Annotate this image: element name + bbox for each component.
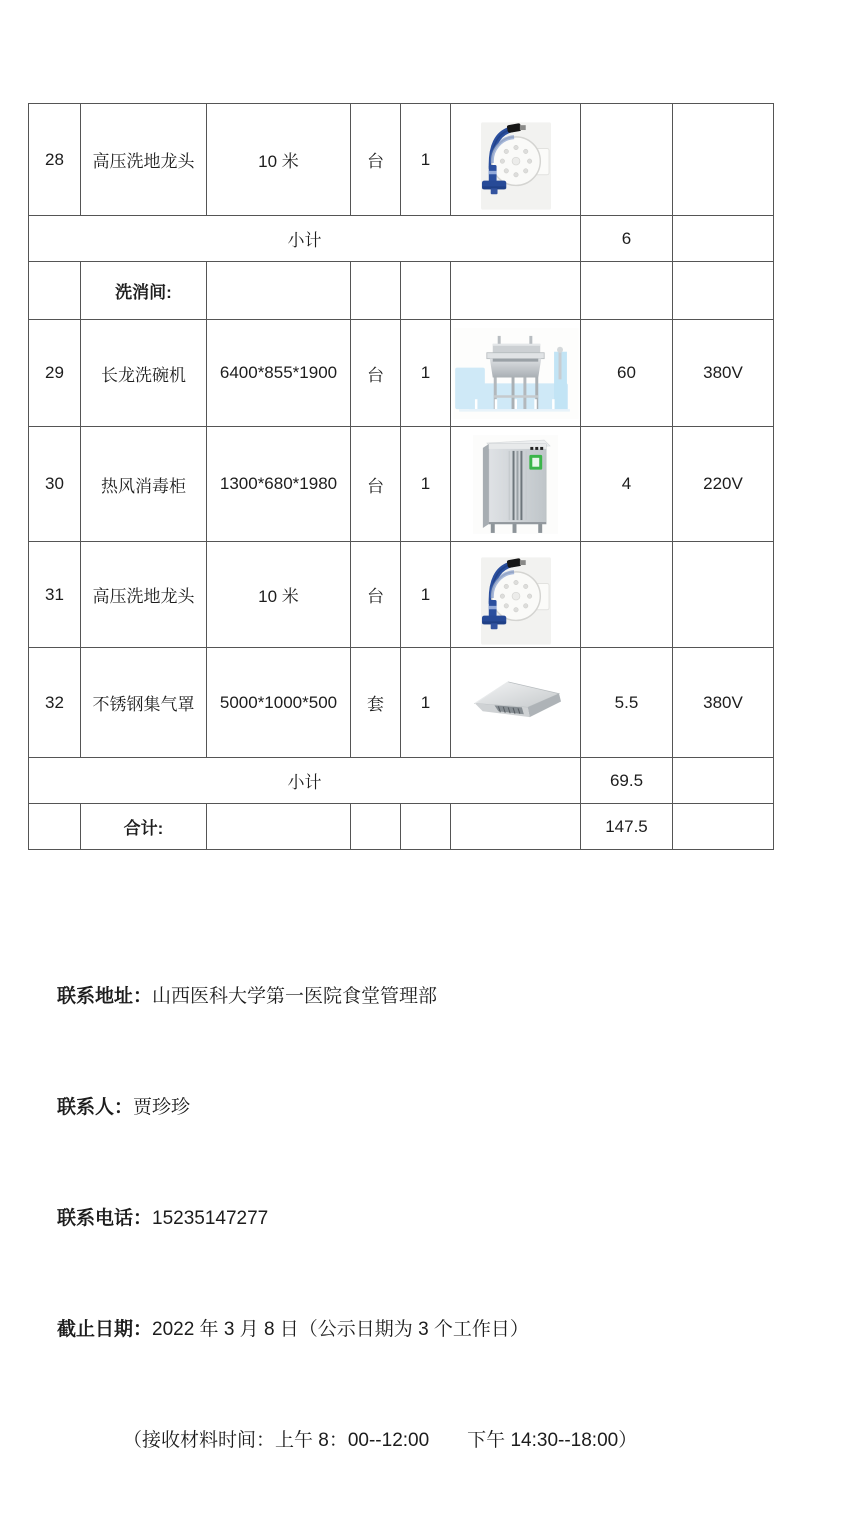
cell-seq: 28 bbox=[29, 104, 81, 216]
subtotal-voltage bbox=[673, 758, 774, 804]
cell-name: 不锈钢集气罩 bbox=[81, 648, 207, 758]
deadline-line bbox=[57, 1311, 637, 1348]
total-row bbox=[29, 804, 774, 850]
cell-name: 长龙洗碗机 bbox=[81, 320, 207, 427]
exhaust-hood-image bbox=[471, 677, 561, 724]
cell-seq: 32 bbox=[29, 648, 81, 758]
section-label: 洗消间: bbox=[81, 262, 207, 320]
cell-image bbox=[451, 804, 581, 850]
total-voltage bbox=[673, 804, 774, 850]
cell-voltage bbox=[673, 542, 774, 648]
cell-voltage bbox=[673, 104, 774, 216]
cell-qty: 1 bbox=[401, 104, 451, 216]
cell-voltage: 380V bbox=[673, 320, 774, 427]
cell-unit: 台 bbox=[351, 320, 401, 427]
table-row bbox=[29, 104, 774, 216]
cell-power: 5.5 bbox=[581, 648, 673, 758]
deadline-value: 2022 年 3 月 8 日（公示日期为 3 个工作日） bbox=[152, 1319, 529, 1340]
contact-person-label: 联系人： bbox=[57, 1097, 134, 1118]
cell-seq: 31 bbox=[29, 542, 81, 648]
subtotal-power: 69.5 bbox=[581, 758, 673, 804]
contact-address-label: 联系地址： bbox=[57, 986, 153, 1007]
cell-image bbox=[451, 262, 581, 320]
cell-voltage: 380V bbox=[673, 648, 774, 758]
hose-reel-image bbox=[451, 110, 580, 210]
cell-qty: 1 bbox=[401, 542, 451, 648]
hose-reel-image bbox=[451, 545, 580, 645]
receiving-hours-line bbox=[57, 1422, 637, 1459]
cell-seq: 29 bbox=[29, 320, 81, 427]
cell-image bbox=[451, 542, 581, 648]
contact-phone-line bbox=[57, 1200, 637, 1237]
cell-qty: 1 bbox=[401, 427, 451, 542]
receiving-hours-value: （接收材料时间：上午 8：00--12:00 下午 14:30--18:00） bbox=[123, 1430, 638, 1451]
contact-phone-label: 联系电话： bbox=[57, 1208, 153, 1229]
cell-unit: 台 bbox=[351, 427, 401, 542]
cell-unit bbox=[351, 804, 401, 850]
cell-unit: 台 bbox=[351, 542, 401, 648]
cell-voltage bbox=[673, 262, 774, 320]
disinfection-cabinet-image bbox=[451, 435, 580, 534]
cell-name: 高压洗地龙头 bbox=[81, 542, 207, 648]
contact-address-value: 山西医科大学第一医院食堂管理部 bbox=[152, 986, 438, 1007]
contact-block bbox=[57, 904, 637, 1533]
subtotal-row bbox=[29, 758, 774, 804]
table-row bbox=[29, 320, 774, 427]
total-power: 147.5 bbox=[581, 804, 673, 850]
cell-dims: 10 米 bbox=[207, 542, 351, 648]
cell-image bbox=[451, 648, 581, 758]
equipment-table bbox=[28, 103, 774, 850]
cell-voltage: 220V bbox=[673, 427, 774, 542]
cell-dims: 5000*1000*500 bbox=[207, 648, 351, 758]
cell-unit: 套 bbox=[351, 648, 401, 758]
cell-dims: 1300*680*1980 bbox=[207, 427, 351, 542]
table-row bbox=[29, 427, 774, 542]
total-label: 合计: bbox=[81, 804, 207, 850]
hose-reel-image bbox=[481, 122, 551, 210]
cell-image bbox=[451, 427, 581, 542]
cell-seq bbox=[29, 262, 81, 320]
cell-power bbox=[581, 104, 673, 216]
cell-seq bbox=[29, 804, 81, 850]
contact-address-line bbox=[57, 978, 637, 1015]
cell-dims bbox=[207, 262, 351, 320]
cell-unit: 台 bbox=[351, 104, 401, 216]
hose-reel-image bbox=[481, 557, 551, 645]
conveyor-dishwasher-image bbox=[453, 328, 579, 419]
cell-dims: 6400*855*1900 bbox=[207, 320, 351, 427]
contact-phone-value: 15235147277 bbox=[152, 1208, 269, 1229]
subtotal-power: 6 bbox=[581, 216, 673, 262]
subtotal-label: 小计 bbox=[29, 216, 581, 262]
cell-power bbox=[581, 542, 673, 648]
cell-qty: 1 bbox=[401, 648, 451, 758]
cell-qty bbox=[401, 262, 451, 320]
disinfection-cabinet-image bbox=[473, 435, 558, 534]
cell-unit bbox=[351, 262, 401, 320]
cell-image bbox=[451, 104, 581, 216]
cell-seq: 30 bbox=[29, 427, 81, 542]
contact-person-line bbox=[57, 1089, 637, 1126]
subtotal-voltage bbox=[673, 216, 774, 262]
contact-person-value: 贾珍珍 bbox=[133, 1097, 191, 1118]
cell-qty: 1 bbox=[401, 320, 451, 427]
cell-dims bbox=[207, 804, 351, 850]
exhaust-hood-image bbox=[451, 677, 580, 728]
table-row bbox=[29, 542, 774, 648]
cell-power: 60 bbox=[581, 320, 673, 427]
cell-power: 4 bbox=[581, 427, 673, 542]
cell-name: 高压洗地龙头 bbox=[81, 104, 207, 216]
conveyor-dishwasher-image bbox=[451, 328, 580, 419]
cell-name: 热风消毒柜 bbox=[81, 427, 207, 542]
cell-qty bbox=[401, 804, 451, 850]
subtotal-row bbox=[29, 216, 774, 262]
cell-dims: 10 米 bbox=[207, 104, 351, 216]
cell-power bbox=[581, 262, 673, 320]
subtotal-label: 小计 bbox=[29, 758, 581, 804]
section-row bbox=[29, 262, 774, 320]
deadline-label: 截止日期： bbox=[57, 1319, 153, 1340]
cell-image bbox=[451, 320, 581, 427]
table-row bbox=[29, 648, 774, 758]
